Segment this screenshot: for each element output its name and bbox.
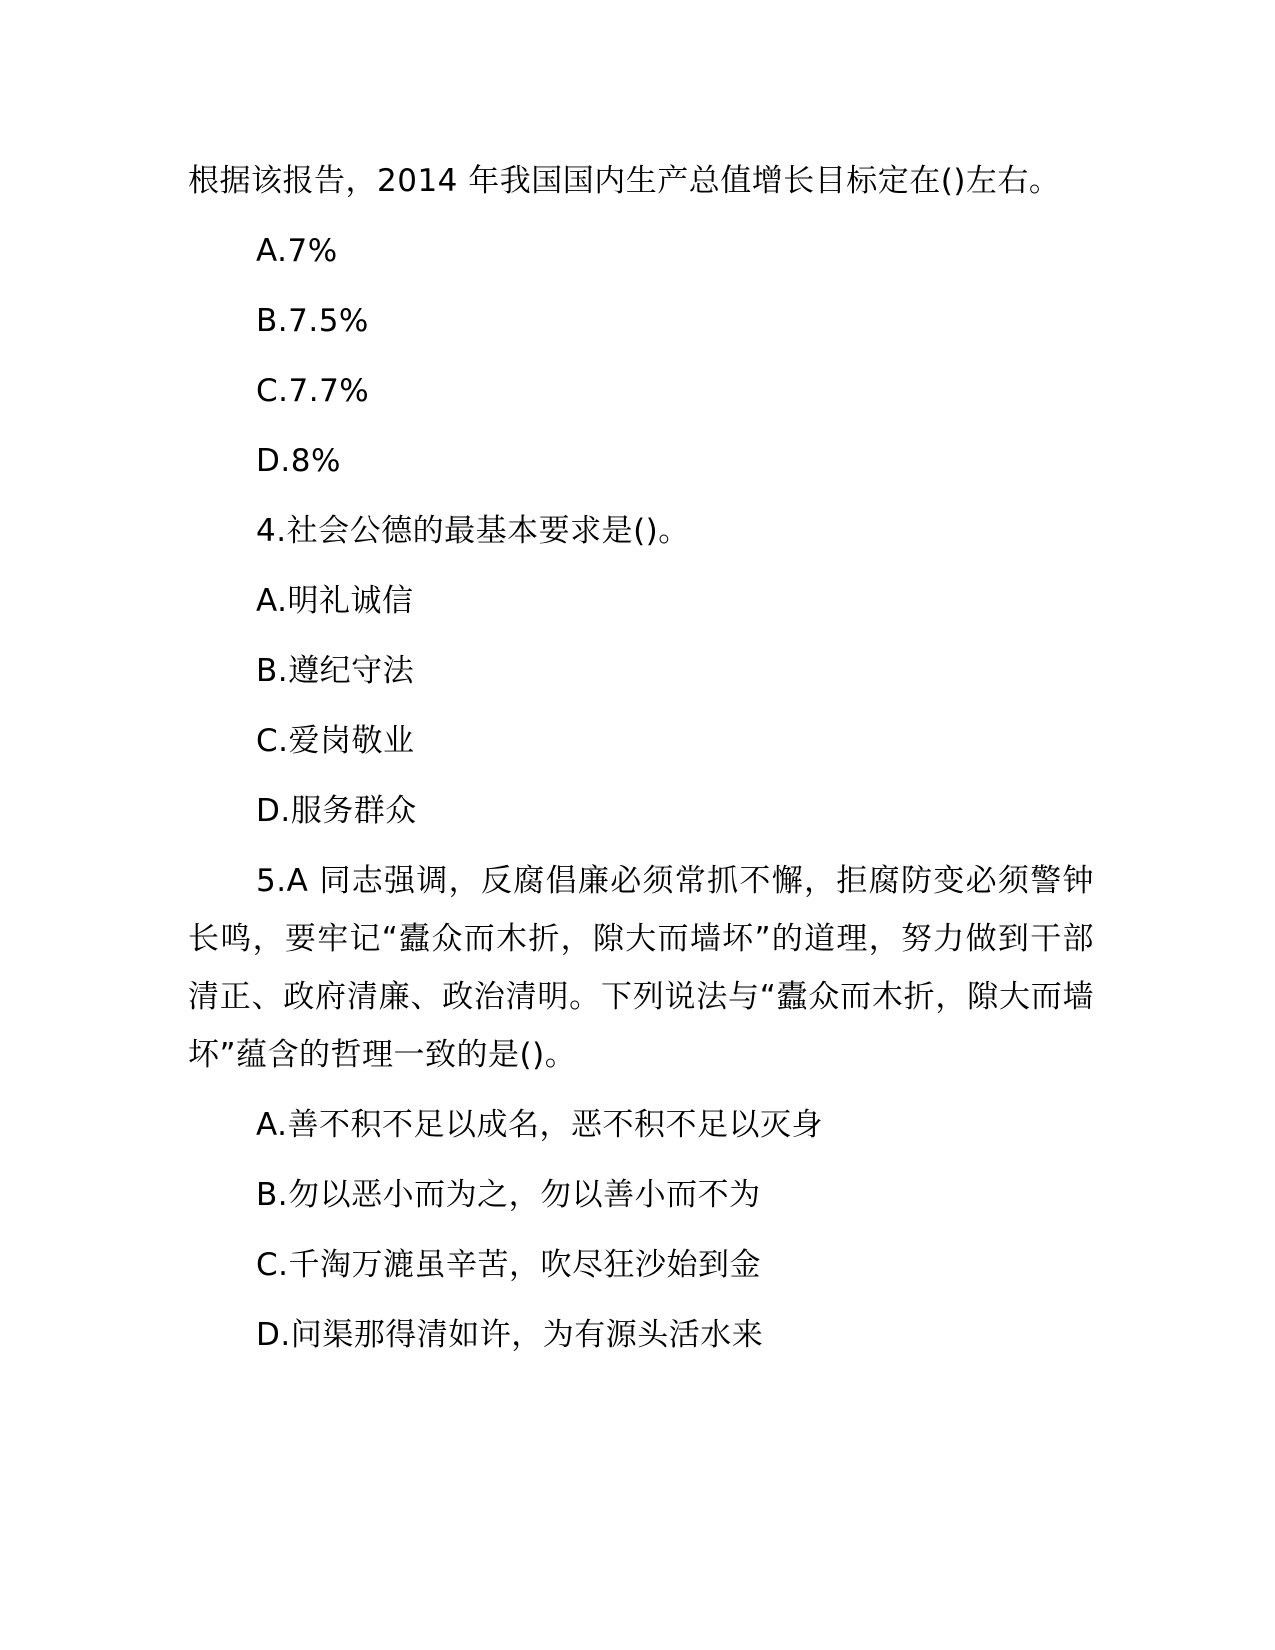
question-5-option-d: D.问渠那得清如许，为有源头活水来 xyxy=(256,1317,764,1353)
question-5-stem: 5.A 同志强调，反腐倡廉必须常抓不懈，拒腐防变必须警钟长鸣，要牢记“蠹众而木折，隙大而墙坏”的道理，努力做到干部清正、政府清廉、政治清明。下列说法与“蠹众而木折，隙大而墙坏”蕴含的哲理一致的是()。 xyxy=(188,863,1094,1073)
question-3-option-d: D.8% xyxy=(256,443,341,479)
question-4-option-c: C.爱岗敬业 xyxy=(256,723,415,759)
question-4-option-d: D.服务群众 xyxy=(256,793,417,829)
question-3-option-c: C.7.7% xyxy=(256,373,370,409)
question-4-option-b: B.遵纪守法 xyxy=(256,653,415,689)
question-5-option-a: A.善不积不足以成名，恶不积不足以灭身 xyxy=(256,1107,824,1143)
question-4-stem: 4.社会公德的最基本要求是()。 xyxy=(256,513,690,549)
document-body xyxy=(188,152,1094,1376)
question-5-option-b: B.勿以恶小而为之，勿以善小而不为 xyxy=(256,1177,761,1213)
question-3-stem: 根据该报告，2014 年我国国内生产总值增长目标定在()左右。 xyxy=(188,163,1061,199)
question-3-option-b: B.7.5% xyxy=(256,303,369,339)
question-3-option-a: A.7% xyxy=(256,233,338,269)
question-4-option-a: A.明礼诚信 xyxy=(256,583,414,619)
question-5-option-c: C.千淘万漉虽辛苦，吹尽狂沙始到金 xyxy=(256,1247,761,1283)
